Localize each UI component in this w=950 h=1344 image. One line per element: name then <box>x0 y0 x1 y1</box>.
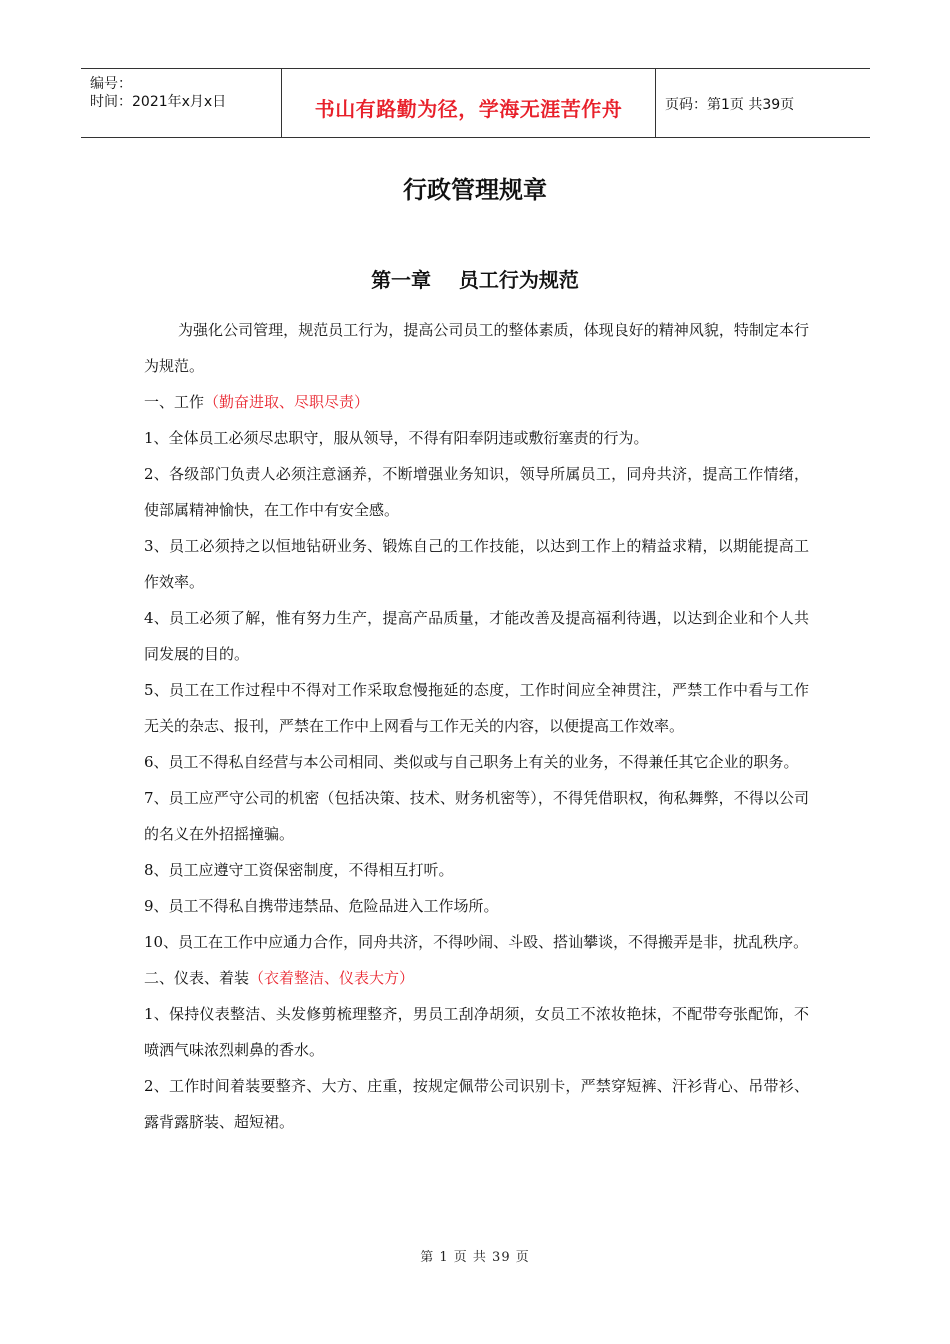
page-footer: 第 1 页 共 39 页 <box>420 1250 530 1265</box>
chapter-title: 第一章 员工行为规范 <box>371 268 579 292</box>
list-item: 3、员工必须持之以恒地钻研业务、锻炼自己的工作技能，以达到工作上的精益求精，以期能提高工作效率。 <box>144 537 809 591</box>
section-heading <box>144 960 809 996</box>
header-motto: 书山有路勤为径，学海无涯苦作舟 <box>314 97 623 121</box>
list-item: 6、员工不得私自经营与本公司相同、类似或与自己职务上有关的业务，不得兼任其它企业的职务。 <box>144 753 799 771</box>
header-meta-cell <box>81 69 281 137</box>
list-item: 10、员工在工作中应通力合作，同舟共济，不得吵闹、斗殴、搭讪攀谈，不得搬弄是非，扰乱秩序。 <box>144 933 809 951</box>
document-number-label: 编号： <box>90 76 132 92</box>
list-item: 2、各级部门负责人必须注意涵养，不断增强业务知识，领导所属员工，同舟共济，提高工作情绪，使部属精神愉快，在工作中有安全感。 <box>144 465 809 519</box>
section-heading-note: （勤奋进取、尽职尽责） <box>204 393 370 411</box>
list-item: 1、保持仪表整洁、头发修剪梳理整齐，男员工刮净胡须，女员工不浓妆艳抹，不配带夸张配饰，不喷洒气味浓烈刺鼻的香水。 <box>144 1005 809 1059</box>
list-item: 9、员工不得私自携带违禁品、危险品进入工作场所。 <box>144 897 499 915</box>
list-item: 4、员工必须了解，惟有努力生产，提高产品质量，才能改善及提高福利待遇，以达到企业和个人共同发展的目的。 <box>144 609 809 663</box>
header-motto-cell <box>281 69 656 137</box>
header-page-info: 页码：第1页 共39页 <box>665 97 795 113</box>
list-item: 1、全体员工必须尽忠职守，服从领导，不得有阳奉阴违或敷衍塞责的行为。 <box>144 429 649 447</box>
section-heading-text: 二、仪表、着装 <box>144 969 250 987</box>
list-item: 2、工作时间着装要整齐、大方、庄重，按规定佩带公司识别卡，严禁穿短裤、汗衫背心、吊带衫、露背露脐装、超短裙。 <box>144 1077 809 1131</box>
list-item: 5、员工在工作过程中不得对工作采取怠慢拖延的态度，工作时间应全神贯注，严禁工作中看与工作无关的杂志、报刊，严禁在工作中上网看与工作无关的内容，以便提高工作效率。 <box>144 681 809 735</box>
header-table <box>81 68 870 138</box>
section-heading-note: （衣着整洁、仪表大方） <box>249 969 415 987</box>
section-heading <box>144 384 809 420</box>
list-item: 7、员工应严守公司的机密（包括决策、技术、财务机密等），不得凭借职权，徇私舞弊，不得以公司的名义在外招摇撞骗。 <box>144 789 809 843</box>
list-item: 8、员工应遵守工资保密制度，不得相互打听。 <box>144 861 454 879</box>
intro-paragraph: 为强化公司管理，规范员工行为，提高公司员工的整体素质，体现良好的精神风貌，特制定本行为规范。 <box>144 321 809 375</box>
header-page-cell <box>655 69 870 137</box>
document-body <box>144 312 809 1140</box>
document-time-label: 时间：2021年x月x日 <box>90 94 227 110</box>
document-title: 行政管理规章 <box>403 176 547 204</box>
section-heading-text: 一、工作 <box>144 393 205 411</box>
